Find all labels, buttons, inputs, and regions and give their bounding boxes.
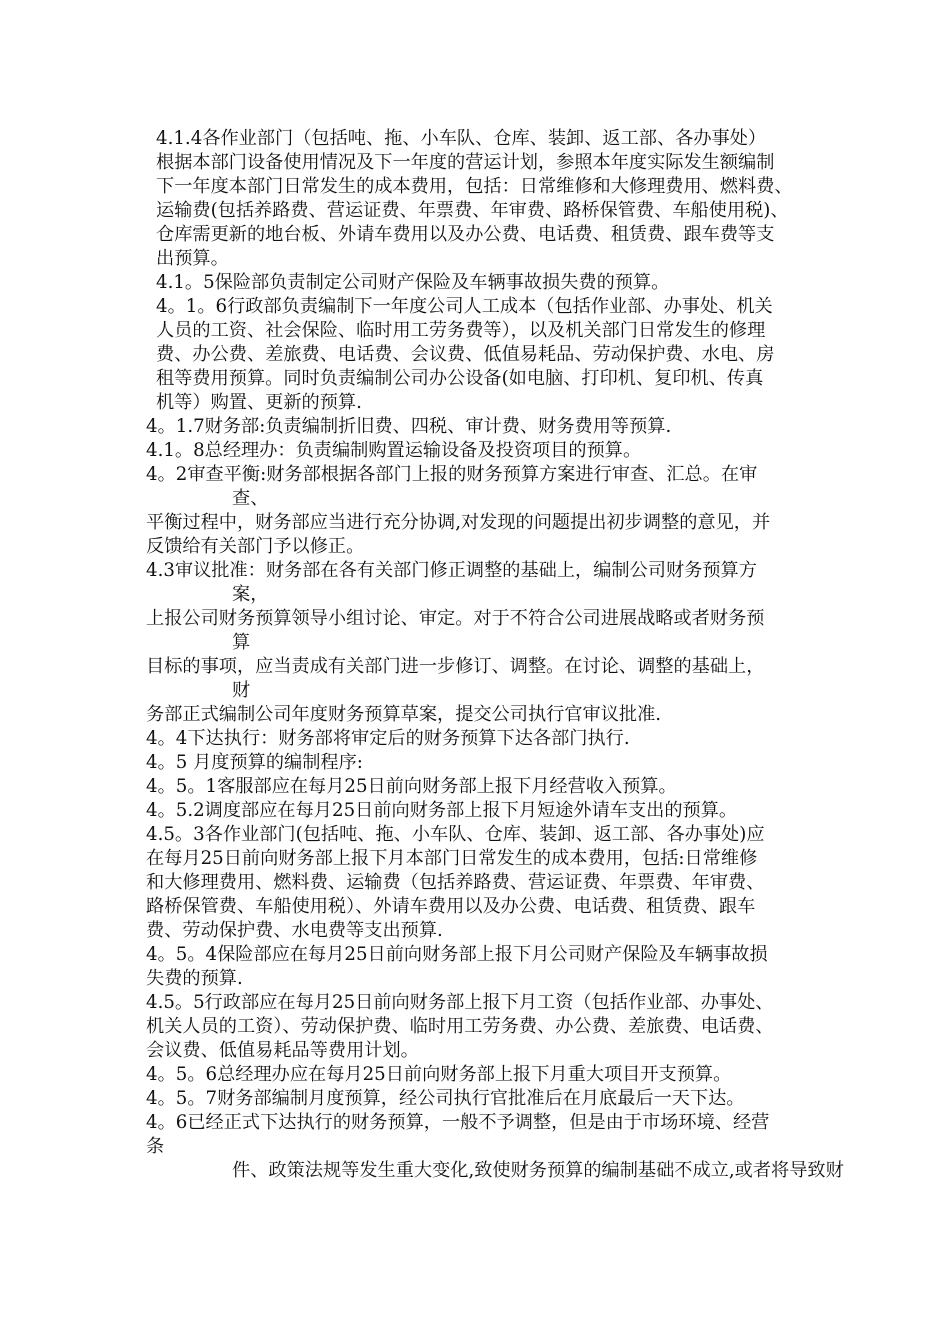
text-line: 4.3审议批准：财务部在各有关部门修正调整的基础上，编制公司财务预算方: [146, 560, 757, 581]
text-line: 失费的预算.: [146, 968, 243, 989]
text-line: 4.1。8总经理办：负责编制购置运输设备及投资项目的预算。: [146, 440, 642, 461]
text-line: 平衡过程中，财务部应当进行充分协调,对发现的问题提出初步调整的意见，并: [146, 512, 771, 533]
text-line: 4。5。1客服部应在每月25日前向财务部上报下月经营收入预算。: [146, 776, 677, 797]
text-line: 4.1。5保险部负责制定公司财产保险及车辆事故损失费的预算。: [156, 272, 670, 293]
text-line: 路桥保管费、车船使用税）、外请车费用以及办公费、电话费、租赁费、跟车: [146, 896, 756, 917]
text-line: 仓库需更新的地台板、外请车费用以及办公费、电话费、租赁费、跟车费等支: [156, 224, 775, 245]
text-line: 4。4下达执行：财务部将审定后的财务预算下达各部门执行.: [146, 728, 630, 749]
text-line: 务部正式编制公司年度财务预算草案，提交公司执行官审议批准.: [146, 704, 662, 725]
text-line: 案，: [232, 584, 269, 605]
text-line: 4。5。6总经理办应在每月25日前向财务部上报下月重大项目开支预算。: [146, 1064, 732, 1085]
text-line: 4.5。5行政部应在每月25日前向财务部上报下月工资（包括作业部、办事处、: [146, 992, 774, 1013]
text-line: 目标的事项，应当责成有关部门进一步修订、调整。在讨论、调整的基础上，: [146, 656, 765, 677]
text-line: 4.1.4各作业部门（包括吨、拖、小车队、仓库、装卸、返工部、各办事处）: [156, 128, 767, 149]
text-line: 4。5。4保险部应在每月25日前向财务部上报下月公司财产保险及车辆事故损: [146, 944, 768, 965]
text-line: 条: [146, 1136, 165, 1157]
text-line: 会议费、低值易耗品等费用计划。: [146, 1040, 419, 1061]
text-line: 下一年度本部门日常发生的成本费用，包括：日常维修和大修理费用、燃料费、: [156, 176, 793, 197]
text-line: 4。5.2调度部应在每月25日前向财务部上报下月短途外请车支出的预算。: [146, 800, 738, 821]
text-line: 上报公司财务预算领导小组讨论、审定。对于不符合公司进展战略或者财务预: [146, 608, 765, 629]
text-line: 算: [232, 632, 251, 653]
text-line: 查、: [232, 488, 269, 509]
text-line: 4。1。6行政部负责编制下一年度公司人工成本（包括作业部、办事处、机关: [156, 296, 773, 317]
text-line: 4。2审查平衡:财务部根据各部门上报的财务预算方案进行审查、汇总。在审: [146, 464, 758, 485]
text-line: 件、政策法规等发生重大变化,致使财务预算的编制基础不成立,或者将导致财: [232, 1160, 844, 1181]
text-line: 4。5 月度预算的编制程序:: [146, 752, 363, 773]
text-line: 费、劳动保护费、水电费等支出预算.: [146, 920, 443, 941]
text-line: 运输费(包括养路费、营运证费、年票费、年审费、路桥保管费、车船使用税)、: [156, 200, 789, 221]
text-line: 费、办公费、差旅费、电话费、会议费、低值易耗品、劳动保护费、水电、房: [156, 344, 775, 365]
text-line: 机等）购置、更新的预算.: [156, 392, 362, 413]
text-line: 在每月25日前向财务部上报下月本部门日常发生的成本费用，包括:日常维修: [146, 848, 758, 869]
text-line: 财: [232, 680, 251, 701]
text-line: 根据本部门设备使用情况及下一年度的营运计划，参照本年度实际发生额编制: [156, 152, 775, 173]
text-line: 4。1.7财务部:负责编制折旧费、四税、审计费、财务费用等预算.: [146, 416, 672, 437]
text-line: 4。6已经正式下达执行的财务预算，一般不予调整，但是由于市场环境、经营: [146, 1112, 770, 1133]
text-line: 和大修理费用、燃料费、运输费（包括养路费、营运证费、年票费、年审费、: [146, 872, 765, 893]
text-line: 4。5。7财务部编制月度预算，经公司执行官批准后在月底最后一天下达。: [146, 1088, 745, 1109]
text-line: 反馈给有关部门予以修正。: [146, 536, 365, 557]
text-line: 人员的工资、社会保险、临时用工劳务费等），以及机关部门日常发生的修理: [156, 320, 766, 341]
text-line: 出预算。: [156, 248, 229, 269]
text-line: 机关人员的工资）、劳动保护费、临时用工劳务费、办公费、差旅费、电话费、: [146, 1016, 774, 1037]
text-line: 4.5。3各作业部门(包括吨、拖、小车队、仓库、装卸、返工部、各办事处)应: [146, 824, 765, 845]
text-line: 租等费用预算。同时负责编制公司办公设备(如电脑、打印机、复印机、传真: [156, 368, 764, 389]
